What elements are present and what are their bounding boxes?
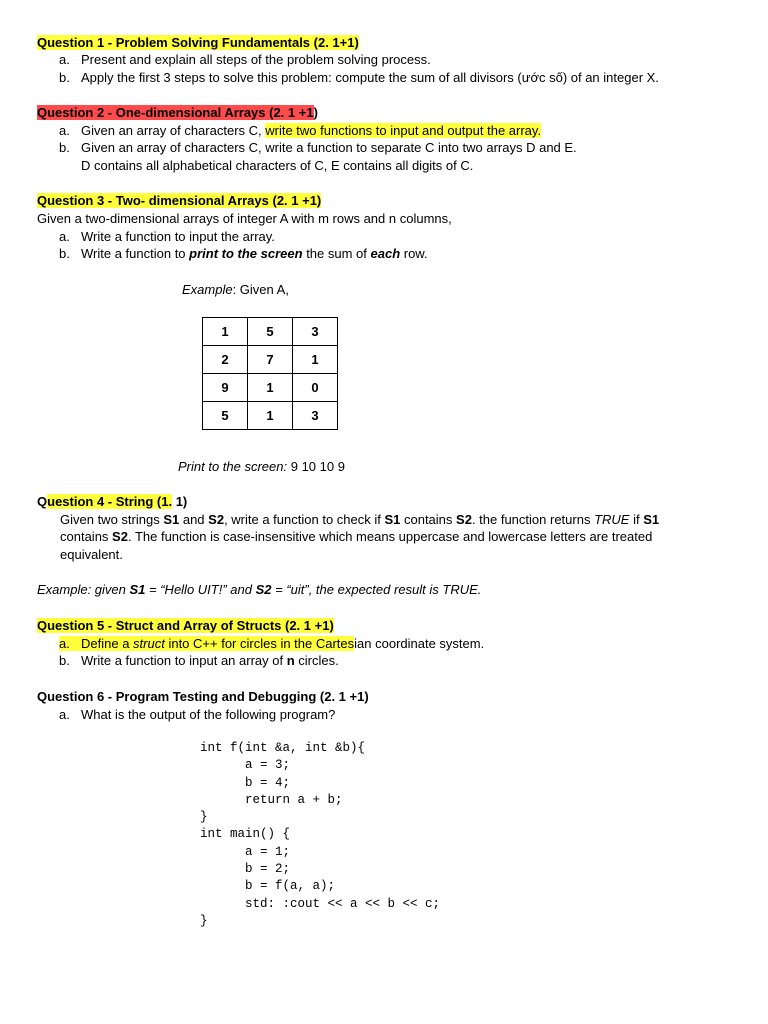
matrix-row <box>203 346 338 374</box>
q2-item-b: b. Given an array of characters C, write a function to separate C into two arrays D and E. <box>59 140 577 155</box>
matrix-cell: 1 <box>248 402 293 430</box>
matrix-cell: 1 <box>203 318 248 346</box>
matrix-row <box>203 374 338 402</box>
q1-title: Question 1 - Problem Solving Fundamentals (2. 1+1) <box>37 35 359 50</box>
code-listing: int f(int &a, int &b){ a = 3; b = 4; return a + b; } int main() { a = 1; b = 2; b = f(a, a); std: :cout << a << b << c; } <box>200 741 441 928</box>
q5-item-a: a. Define a struct into C++ for circles in the Cartesian coordinate system. <box>59 636 485 651</box>
q3-item-a: a. Write a function to input the array. <box>59 229 275 244</box>
q4-para-line3: equivalent. <box>60 547 123 562</box>
q2-title: Question 2 - One-dimensional Arrays (2. 1 +1) <box>37 105 318 120</box>
q4-para-line1: Given two strings S1 and S2, write a function to check if S1 contains S2. the function returns TRUE if S1 <box>60 512 660 527</box>
q6-title: Question 6 - Program Testing and Debugging (2. 1 +1) <box>37 689 369 704</box>
matrix-cell: 1 <box>248 374 293 402</box>
matrix-cell: 2 <box>203 346 248 374</box>
q3-example: Example: Given A, <box>182 282 289 297</box>
q4-para-line2: contains S2. The function is case-insensitive which means uppercase and lowercase letters are treated <box>60 529 653 544</box>
example-matrix <box>202 317 338 430</box>
q5-item-b: b. Write a function to input an array of n circles. <box>59 653 339 668</box>
q3-intro: Given a two-dimensional arrays of integer A with m rows and n columns, <box>37 211 452 226</box>
q2-item-a: a. Given an array of characters C, write two functions to input and output the array. <box>59 123 542 138</box>
q3-print-output: Print to the screen: 9 10 10 9 <box>178 459 345 474</box>
matrix-cell: 3 <box>293 402 338 430</box>
q3-item-b: b. Write a function to print to the screen the sum of each row. <box>59 246 428 261</box>
matrix-cell: 3 <box>293 318 338 346</box>
matrix-cell: 9 <box>203 374 248 402</box>
matrix-cell: 7 <box>248 346 293 374</box>
matrix-row <box>203 318 338 346</box>
q1-item-b: b. Apply the first 3 steps to solve this problem: compute the sum of all divisors (ước số) of an integer X. <box>59 70 659 85</box>
matrix-cell: 1 <box>293 346 338 374</box>
matrix-cell: 5 <box>203 402 248 430</box>
q4-example: Example: given S1 = “Hello UIT!” and S2 = “uit”, the expected result is TRUE. <box>37 582 482 597</box>
matrix-cell: 5 <box>248 318 293 346</box>
q6-item-a: a. What is the output of the following program? <box>59 707 336 722</box>
matrix-cell: 0 <box>293 374 338 402</box>
q1-item-a: a. Present and explain all steps of the problem solving process. <box>59 52 431 67</box>
q3-title: Question 3 - Two- dimensional Arrays (2. 1 +1) <box>37 193 322 208</box>
matrix-row <box>203 402 338 430</box>
q4-title: Question 4 - String (1. 1) <box>37 494 188 509</box>
q2-item-b-cont: D contains all alphabetical characters of C, E contains all digits of C. <box>81 158 474 173</box>
q5-title: Question 5 - Struct and Array of Structs (2. 1 +1) <box>37 618 334 633</box>
